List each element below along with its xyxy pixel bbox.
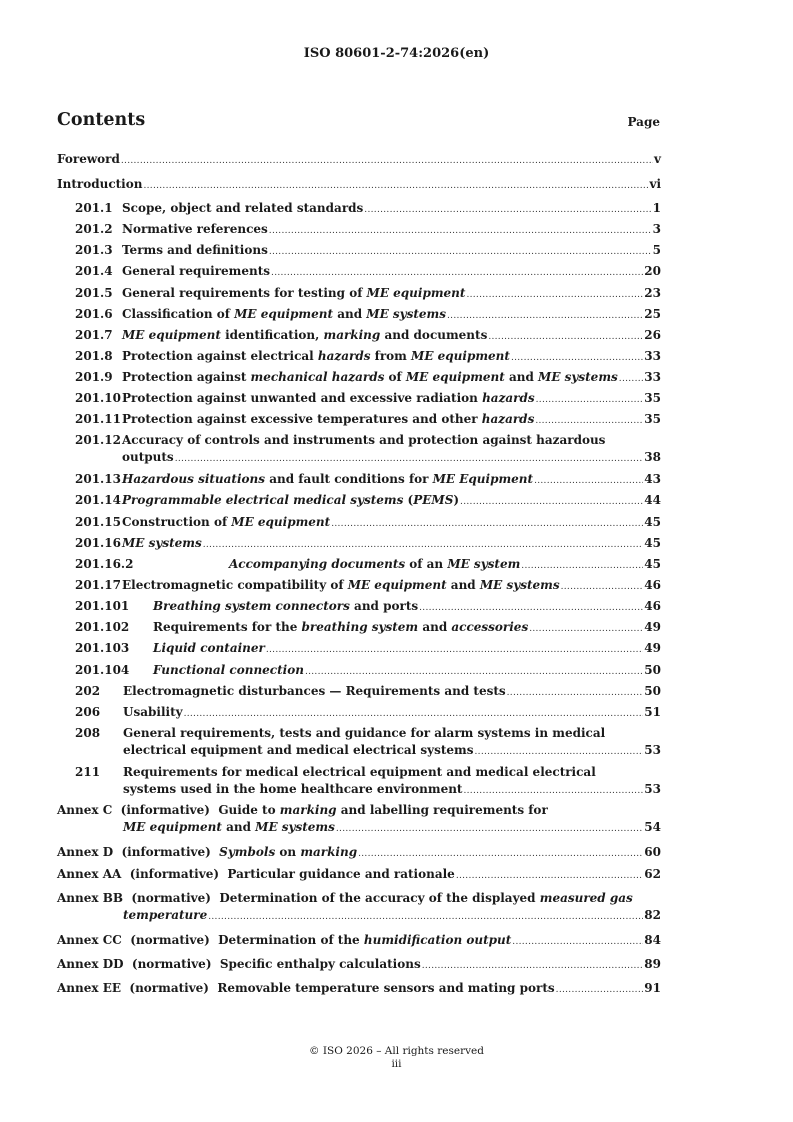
toc-entry-201-3[interactable]: 201.3 Terms and definitions ..... 5 (57, 242, 661, 261)
toc-entry-201-7[interactable]: 201.7 ME equipment identification, marking and documents ..... 26 (57, 327, 661, 346)
toc-entry-201-1[interactable]: 201.1 Scope, object and related standards ..... 1 (57, 200, 661, 219)
toc-entry-208[interactable]: 208 General requirements, tests and guidance for alarm systems in medical electrical equipment and medical electrical systems ..... 53 (57, 725, 661, 761)
page-column-label: Page (627, 115, 660, 129)
toc-entry-201-12[interactable]: 201.12 Accuracy of controls and instruments and protection against hazardous outputs ..... 38 (57, 432, 661, 468)
toc-entry-annex-d[interactable]: Annex D (informative) Symbols on marking ..... 60 (57, 844, 661, 863)
toc-entry-201-16[interactable]: 201.16 ME systems ..... 45 (57, 535, 661, 554)
copyright-notice: © ISO 2026 – All rights reserved (309, 1045, 484, 1057)
toc-entry-202[interactable]: 202 Electromagnetic disturbances — Requirements and tests ..... 50 (57, 683, 661, 702)
toc-entry-206[interactable]: 206 Usability ..... 51 (57, 704, 661, 723)
toc-entry-annex-c[interactable]: Annex C (informative) Guide to marking and labelling requirements for ME equipment and ME systems ..... 54 (57, 802, 661, 838)
toc-entry-211[interactable]: 211 Requirements for medical electrical equipment and medical electrical systems used in the home healthcare environment ..... 53 (57, 764, 661, 800)
toc-entry-annex-ee[interactable]: Annex EE (normative) Removable temperature sensors and mating ports ..... 91 (57, 980, 661, 999)
toc-entry-annex-cc[interactable]: Annex CC (normative) Determination of the humidification output ..... 84 (57, 932, 661, 951)
toc-entry-201-17[interactable]: 201.17 Electromagnetic compatibility of ME equipment and ME systems ..... 46 (57, 577, 661, 596)
contents-title: Contents (57, 110, 146, 130)
toc-entry-201-15[interactable]: 201.15 Construction of ME equipment ..... 45 (57, 514, 661, 533)
page-number: iii (391, 1058, 402, 1070)
toc-entry-201-11[interactable]: 201.11 Protection against excessive temperatures and other hazards ..... 35 (57, 411, 661, 430)
toc-entry-introduction[interactable]: Introduction ..... vi (57, 176, 661, 195)
toc-entry-201-103[interactable]: 201.103 Liquid container ..... 49 (57, 640, 661, 659)
toc-entry-201-9[interactable]: 201.9 Protection against mechanical hazards of ME equipment and ME systems ..... 33 (57, 369, 661, 388)
toc-entry-201-16-2[interactable]: 201.16.2 Accompanying documents of an ME system ..... 45 (57, 556, 661, 575)
document-id: ISO 80601-2-74:2026(en) (303, 46, 490, 61)
toc-entry-201-2[interactable]: 201.2 Normative references ..... 3 (57, 221, 661, 240)
toc-entry-201-10[interactable]: 201.10 Protection against unwanted and excessive radiation hazards ..... 35 (57, 390, 661, 409)
toc-entry-201-13[interactable]: 201.13 Hazardous situations and fault conditions for ME Equipment ..... 43 (57, 471, 661, 490)
toc-entry-201-6[interactable]: 201.6 Classification of ME equipment and ME systems ..... 25 (57, 306, 661, 325)
toc-entry-annex-dd[interactable]: Annex DD (normative) Specific enthalpy calculations ..... 89 (57, 956, 661, 975)
toc-entry-201-101[interactable]: 201.101 Breathing system connectors and ports ..... 46 (57, 598, 661, 617)
toc-entry-annex-aa[interactable]: Annex AA (informative) Particular guidance and rationale ..... 62 (57, 866, 661, 885)
toc-entry-annex-bb[interactable]: Annex BB (normative) Determination of the accuracy of the displayed measured gas temperature ..... 82 (57, 890, 661, 926)
toc-entry-201-8[interactable]: 201.8 Protection against electrical hazards from ME equipment ..... 33 (57, 348, 661, 367)
toc-entry-201-5[interactable]: 201.5 General requirements for testing of ME equipment ..... 23 (57, 285, 661, 304)
toc-entry-201-14[interactable]: 201.14 Programmable electrical medical systems (PEMS) ..... 44 (57, 492, 661, 511)
toc-entry-201-102[interactable]: 201.102 Requirements for the breathing system and accessories ..... 49 (57, 619, 661, 638)
toc-entry-foreword[interactable]: Foreword ..... v (57, 151, 661, 170)
page-footer (0, 1045, 793, 1071)
toc-entry-201-104[interactable]: 201.104 Functional connection ..... 50 (57, 662, 661, 681)
toc-entry-201-4[interactable]: 201.4 General requirements ..... 20 (57, 263, 661, 282)
